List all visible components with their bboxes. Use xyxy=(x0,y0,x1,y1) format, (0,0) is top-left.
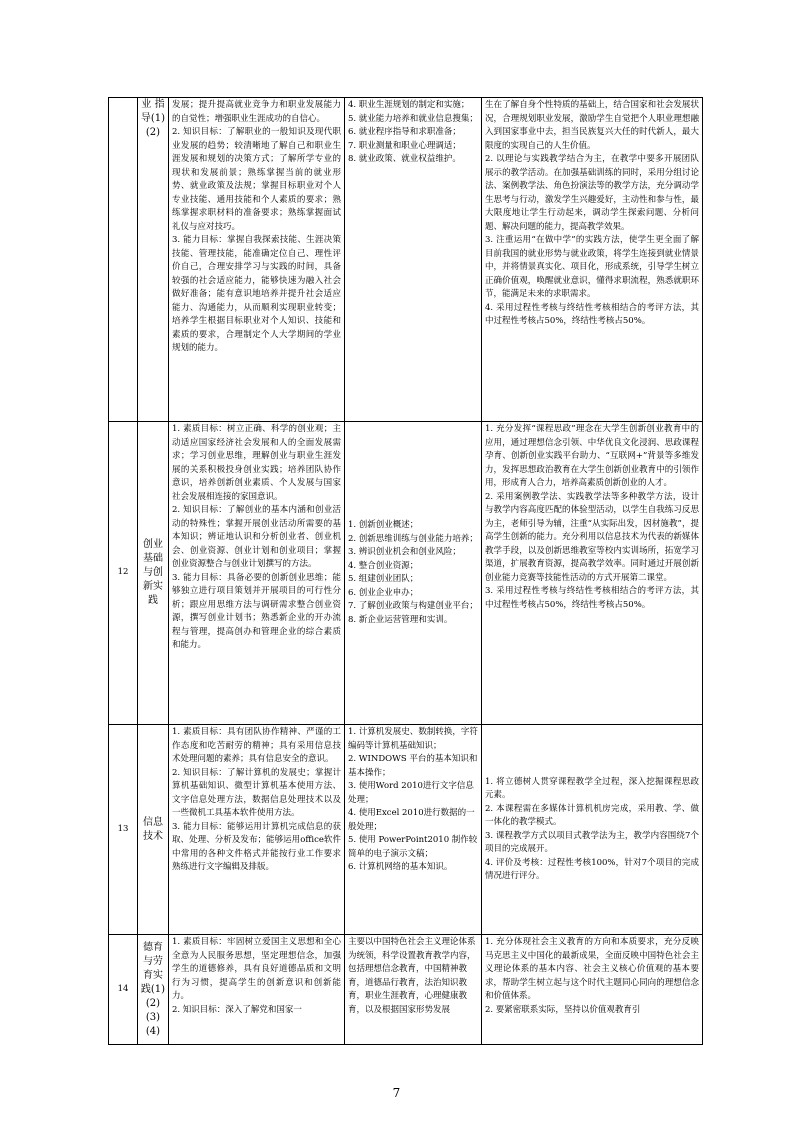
content-item: 6. 创业企业申办； xyxy=(348,587,419,598)
requirement-item: 2. 采用案例教学法、实践教学法等多种教学方法，设计与教学内容高度匹配的体验型活动，以学生自我练习反思为主，老师引导为辅，注重“从实际出发，因材施教”，提高学生创新的能力。充分利用以信息技术为代表的新媒体教学手段，以及创新思维教室等校内实训场所，拓宽学习渠道，扩展教育资源，提高教学效率。同时通过开展创新创业能力竞赛等技能性活动的方式开展第二课堂。 xyxy=(485,491,699,583)
objective-item: 1. 素质目标：树立正确、科学的创业观；主动适应国家经济社会发展和人的全面发展需求；学习创业思维，理解创业与职业生涯发展的关系积极投身创业实践；培养团队协作意识，培养创新创业素质、个人发展与国家社会发展相连接的家国意识。 xyxy=(172,424,341,502)
content-item: 7. 了解创业政策与构建创业平台； xyxy=(348,601,478,611)
table-row xyxy=(109,935,703,1045)
content-item: 5. 就业能力培养和就业信息搜集； xyxy=(348,113,478,124)
course-objectives xyxy=(169,935,345,1045)
objective-item: 2. 知识目标：了解计算机的发展史；掌握计算机基础知识、微型计算机基本使用方法、文字信息处理方法，数据信息处理技术以及一些微机工具基本软件使用方法。 xyxy=(172,767,341,818)
page-number: 7 xyxy=(392,1086,401,1100)
teaching-requirements xyxy=(482,98,703,422)
content-item: 8. 新企业运营管理和实训。 xyxy=(348,614,453,625)
content-item: 3. 辨识创业机会和创业风险； xyxy=(348,547,461,557)
course-name: 德育与劳育实践(1)(2)(3)(4) xyxy=(138,935,169,1045)
objective-item: 发展；提升提高就业竞争力和职业发展能力的自觉性；增强职业生涯成功的自信心。 xyxy=(172,100,341,124)
course-number: 12 xyxy=(109,422,138,725)
requirement-item: 4. 采用过程性考核与终结性考核相结合的考评方法，其中过程性考核占50%，终结性考核占50%。 xyxy=(485,302,699,326)
teaching-requirements xyxy=(482,725,703,935)
content-item: 1. 计算机发展史、数制转换，字符编码等计算机基础知识； xyxy=(348,727,478,751)
content-item: 2. 创新思维训练与创业能力培养； xyxy=(348,533,478,544)
course-number xyxy=(109,98,138,422)
content-item: 主要以中国特色社会主义理论体系为统领，科学设置教育教学内容，包括理想信念教育，中国精神教育，道德品行教育，法治知识教育，职业生涯教育，心理健康教育，以及根据国家形势发展 xyxy=(348,937,476,1015)
objective-item: 1. 素质目标：牢固树立爱国主义思想和全心全意为人民服务思想，坚定理想信念，加强学生的道德修养，具有良好道德品质和文明行为习惯，提高学生的创新意识和创新能力。 xyxy=(172,937,341,1001)
objective-item: 2. 知识目标：了解创业的基本内涵和创业活动的特殊性；掌握开展创业活动所需要的基本知识；辨证地认识和分析创业者、创业机会、创业资源、创业计划和创业项目；掌握创业资源整合与创业计划撰写的方法。 xyxy=(172,505,341,569)
content-item: 4. 整合创业资源； xyxy=(348,560,419,571)
requirement-item: 2. 要紧密联系实际，坚持以价值观教育引 xyxy=(485,1004,641,1015)
requirement-item: 1. 将立德树人贯穿课程教学全过程，深入挖掘课程思政元素。 xyxy=(485,776,699,800)
course-contents xyxy=(345,725,482,935)
content-item: 1. 创新创业概述； xyxy=(348,520,419,530)
requirement-item: 1. 充分发挥“课程思政”理念在大学生创新创业教育中的应用，通过理想信念引领、中华优良文化浸润、思政课程孕育、创新创业实践平台助力、“互联网+”背景等多维发力，发挥思想政治教育在大学生创新创业教育中的引领作用，形成育人合力，培养高素质创新创业的人才。 xyxy=(485,424,699,488)
course-contents xyxy=(345,98,482,422)
objective-item: 2. 知识目标：了解职业的一般知识及现代职业发展的趋势；较清晰地了解自己和职业生涯发展和规划的决策方式；了解所学专业的现状和发展前景；熟练掌握当前的就业形势、就业政策及法规；掌握目标职业对个人专业技能、通用技能和个人素质的要求；熟练掌握求职材料的准备要求；熟练掌握面试礼仪与应对技巧。 xyxy=(172,127,341,232)
requirement-item: 4. 评价及考核：过程性考核100%，针对7个项目的完成情况进行评分。 xyxy=(485,857,699,881)
content-item: 4. 使用Excel 2010进行数据的一般处理； xyxy=(348,808,475,832)
content-item: 8. 就业政策、就业权益维护。 xyxy=(348,154,461,164)
content-item: 6. 计算机网络的基本知识。 xyxy=(348,862,453,872)
content-item: 5. 使用 PowerPoint2010 制作较简单的电子演示文稿； xyxy=(348,835,478,859)
course-objectives xyxy=(169,98,345,422)
course-contents xyxy=(345,422,482,725)
course-number: 13 xyxy=(109,725,138,935)
requirement-item: 1. 充分体现社会主义教育的方向和本质要求，充分反映马克思主义中国化的最新成果，全面反映中国特色社会主义理论体系的基本内容、社会主义核心价值观的基本要求，帮助学生树立起与这个时代主题同心同向的理想信念和价值体系。 xyxy=(485,937,699,1001)
objective-item: 3. 能力目标：掌握自我探索技能、生涯决策技能、管理技能，能准确定位自己、理性评价自己，合理安排学习与实践的时间，具备较强的社会适应能力，能够快速为融入社会做好准备；能有意识地培养并提升社会适应能力、沟通能力，从而顺利实现职业转变；培养学生根据目标职业对个人知识、技能和素质的要求，合理制定个人大学期间的学业规划的能力。 xyxy=(172,235,341,353)
requirement-item: 生在了解自身个性特质的基础上，结合国家和社会发展状况，合理规划职业发展，激励学生自觉把个人职业理想融入到国家事业中去，担当民族复兴大任的时代新人，最大限度的实现自己的人生价值。 xyxy=(485,100,699,151)
requirement-item: 3. 注重运用“在做中学”的实践方法，使学生更全面了解目前我国的就业形势与就业政策，将学生连接到就业情景中，并将情景真实化、项目化，形成系统，引导学生树立正确价值观，唤醒就业意识，懂得求职流程，熟悉就职环节，能满足未来的求职需求。 xyxy=(485,235,699,299)
content-item: 5. 组建创业团队； xyxy=(348,574,419,584)
requirement-item: 2. 本课程需在多媒体计算机机房完成，采用教、学、做一体化的教学模式。 xyxy=(485,803,699,827)
requirement-item: 3. 采用过程性考核与终结性考核相结合的考评方法，其中过程性考核占50%，终结性考核占50%。 xyxy=(485,586,699,610)
teaching-requirements xyxy=(482,935,703,1045)
course-name: 业 指导(1)(2) xyxy=(138,98,169,422)
objective-item: 3. 能力目标：具备必要的创新创业思维；能够独立进行项目策划并开展项目的可行性分析；跟应用思维方法与调研需求整合创业资源，撰写创业计划书；熟悉新企业的开办流程与管理，提高创办和管理企业的综合素质和能力。 xyxy=(172,572,341,650)
table-row xyxy=(109,422,703,725)
course-objectives xyxy=(169,422,345,725)
course-objectives xyxy=(169,725,345,935)
course-name: 信息技术 xyxy=(138,725,169,935)
content-item: 4. 职业生涯规划的制定和实施； xyxy=(348,100,470,110)
requirement-item: 2. 以理论与实践教学结合为主，在教学中要多开展团队展示的教学活动。在加强基础训练的同时，采用分组讨论法、案例教学法、角色扮演法等的教学方法，充分调动学生思考与行动，激发学生兴趣爱好，主动性和参与性，最大限度地让学生行动起来，调动学生探索问题、分析问题、解决问题的能力，提高教学效果。 xyxy=(485,154,699,232)
requirement-item: 3. 课程教学方式以项目式教学法为主，教学内容围绕7个项目的完成展开。 xyxy=(485,830,699,854)
course-contents xyxy=(345,935,482,1045)
table-row xyxy=(109,725,703,935)
teaching-requirements xyxy=(482,422,703,725)
objective-item: 3. 能力目标：能够运用计算机完成信息的获取、处理、分析及发布；能够运用office软件中常用的各种文件格式并能按行业工作要求熟练进行文字编辑及排版。 xyxy=(172,821,341,872)
course-name: 创业基础与创新实践 xyxy=(138,422,169,725)
table-row xyxy=(109,98,703,422)
content-item: 6. 就业程序指导和求职准备； xyxy=(348,127,461,137)
content-item: 2. WINDOWS 平台的基本知识和基本操作； xyxy=(348,754,478,778)
objective-item: 1. 素质目标：具有团队协作精神、严谨的工作态度和吃苦耐劳的精神；具有采用信息技术处理问题的素养；具有信息安全的意识。 xyxy=(172,727,341,764)
objective-item: 2. 知识目标：深入了解党和国家一 xyxy=(172,1004,302,1015)
course-number: 14 xyxy=(109,935,138,1045)
curriculum-table xyxy=(108,97,703,1045)
content-item: 3. 使用Word 2010进行文字信息处理； xyxy=(348,781,474,805)
content-item: 7. 职业测量和职业心理调适； xyxy=(348,140,461,151)
curriculum-table-body xyxy=(109,98,703,1045)
